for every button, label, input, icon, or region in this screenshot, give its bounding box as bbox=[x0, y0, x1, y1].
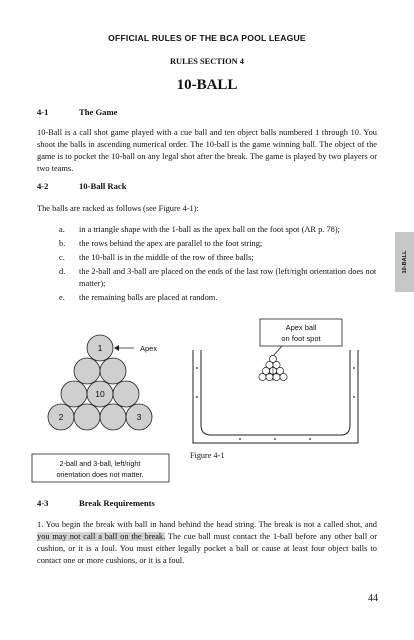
paragraph-text: The cue ball must contact the 1-ball before any other ball or cushion, or it is a foul. You must either legally pocket a ball or cause at least four object balls to contact one or more cushions, or it is a foul. bbox=[37, 532, 377, 565]
section-label: RULES SECTION 4 bbox=[169, 57, 244, 66]
ball-3-label: 3 bbox=[136, 412, 142, 422]
document-title: OFFICIAL RULES OF THE BCA POOL LEAGUE bbox=[108, 33, 306, 43]
ball-2-label: 2 bbox=[58, 412, 64, 422]
heading-rack bbox=[37, 181, 127, 191]
arrow-head-icon bbox=[114, 345, 119, 351]
section-side-tab bbox=[395, 232, 414, 292]
paragraph-text: 1. You begin the break with ball in hand behind the head string. The break is not a called shot, and bbox=[37, 520, 377, 529]
ball bbox=[74, 404, 100, 430]
paragraph-rack-intro: The balls are racked as follows (see Figure 4-1): bbox=[37, 204, 199, 213]
list-item-text: the 10-ball is in the middle of the row of three balls; bbox=[79, 253, 254, 262]
side-tab-label: 10-BALL bbox=[401, 250, 408, 274]
ball-1-label: 1 bbox=[97, 343, 103, 353]
callout-pointer bbox=[274, 346, 282, 355]
paragraph-break bbox=[37, 519, 377, 567]
page-number: 44 bbox=[368, 593, 378, 604]
list-item bbox=[37, 252, 377, 264]
list-item-text: the remaining balls are placed at random. bbox=[79, 293, 218, 302]
ball bbox=[113, 381, 139, 407]
list-marker: d. bbox=[59, 267, 66, 276]
rack-rules-list bbox=[37, 224, 377, 306]
apex-callout-line: on foot spot bbox=[281, 334, 321, 343]
list-item-text: in a triangle shape with the 1-ball as the apex ball on the foot spot (AR p. 78); bbox=[79, 225, 340, 234]
ball bbox=[100, 404, 126, 430]
list-marker: a. bbox=[59, 225, 65, 234]
apex-pointer-label: Apex bbox=[140, 344, 158, 353]
list-marker: c. bbox=[59, 253, 65, 262]
ball bbox=[100, 358, 126, 384]
list-item-text: the rows behind the apex are parallel to the foot string; bbox=[79, 239, 263, 248]
list-marker: e. bbox=[59, 293, 65, 302]
rack-diagram bbox=[30, 328, 180, 488]
list-item bbox=[37, 266, 377, 290]
rule-title: 10-BALL bbox=[176, 77, 238, 93]
highlighted-text: you may not call a ball on the break. bbox=[37, 532, 166, 541]
figure-caption: Figure 4-1 bbox=[190, 451, 225, 460]
heading-number: 4-2 bbox=[37, 181, 49, 191]
paragraph-the-game: 10-Ball is a call shot game played with a cue ball and ten object balls numbered 1 through 10. You shoot the balls in ascending numerical order. The 10-ball is the game winning ball. The object of the game is to pocket the 10-ball on any legal shot after the break. The game is played by two players or two teams. bbox=[37, 128, 377, 173]
heading-break bbox=[37, 498, 155, 508]
heading-text: 10-Ball Rack bbox=[79, 181, 127, 191]
heading-number: 4-1 bbox=[37, 107, 49, 117]
ball bbox=[74, 358, 100, 384]
heading-text: Break Requirements bbox=[79, 498, 155, 508]
heading-number: 4-3 bbox=[37, 498, 49, 508]
heading-the-game bbox=[37, 107, 117, 117]
heading-text: The Game bbox=[79, 107, 118, 117]
apex-callout-line: Apex ball bbox=[285, 323, 317, 332]
ball bbox=[61, 381, 87, 407]
table-diagram bbox=[190, 318, 360, 448]
orientation-note-line: orientation does not matter. bbox=[56, 470, 144, 479]
list-item-text: the 2-ball and 3-ball are placed on the ends of the last row (left/right orientation does not matter); bbox=[79, 267, 377, 288]
ball-10-label: 10 bbox=[95, 389, 105, 399]
list-item bbox=[37, 292, 377, 304]
list-marker: b. bbox=[59, 239, 66, 248]
list-item bbox=[37, 224, 377, 236]
list-item bbox=[37, 238, 377, 250]
orientation-note-line: 2-ball and 3-ball, left/right bbox=[59, 459, 141, 468]
